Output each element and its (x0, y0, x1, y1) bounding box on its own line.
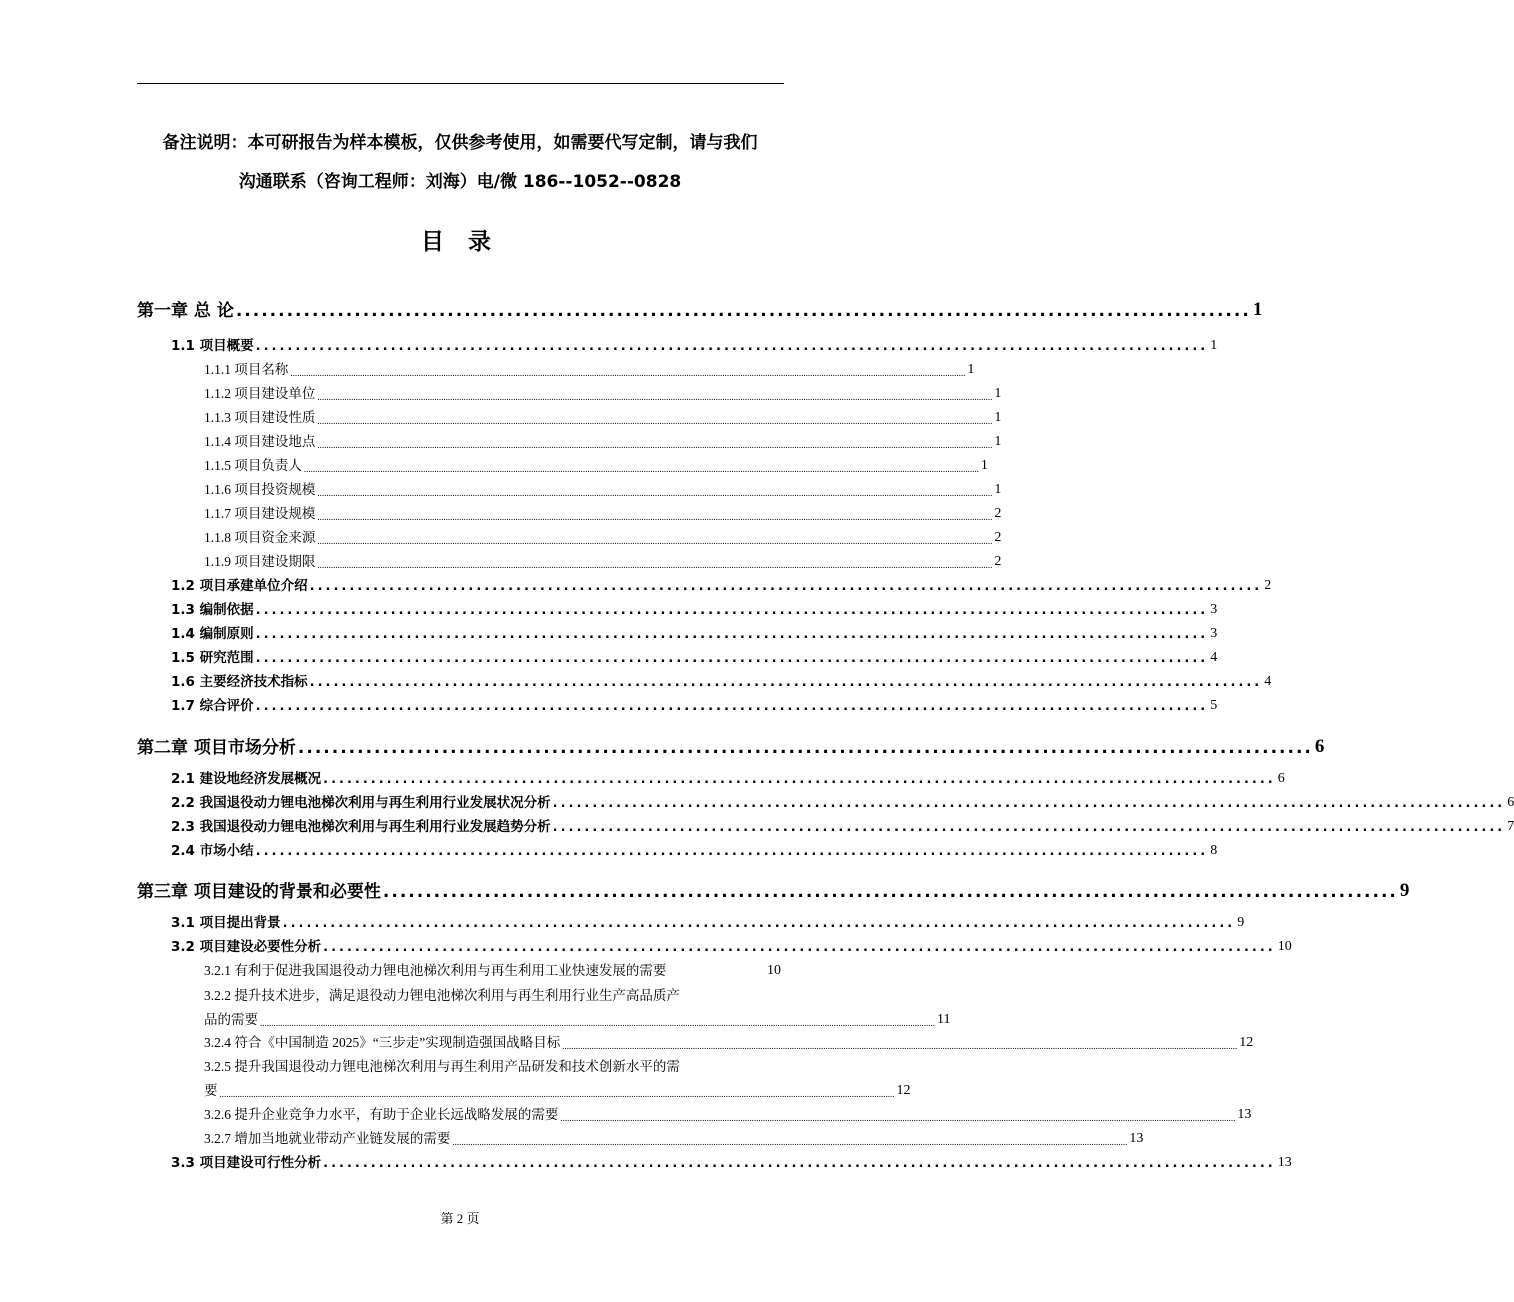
toc-entry-text: 1.1.1 项目名称 (204, 362, 289, 377)
toc-leader-dots: ............................................................................................................................................................................................................................................................................................................ (562, 1041, 1238, 1051)
toc-leader-dots: ............................................................................................................................................................................................................................................................................................................ (219, 1089, 895, 1099)
toc-entry-text: 1.1.6 项目投资规模 (204, 482, 316, 497)
toc-section-entry[interactable] (171, 839, 1218, 859)
toc-subsection-entry[interactable] (204, 406, 1002, 426)
toc-page-number: 1 (994, 482, 1002, 497)
toc-leader-dots: ........................................................................................................................ (282, 916, 1236, 931)
toc-entry-text: 第二章 项目市场分析 (137, 738, 296, 758)
toc-page-number: 12 (896, 1083, 911, 1098)
toc-page-number: 3 (1210, 602, 1218, 617)
toc-leader-dots: ........................................................................................................................ (255, 844, 1209, 859)
toc-leader-dots: ........................................................................................................................ (255, 603, 1209, 618)
toc-page-number: 1 (980, 458, 988, 473)
toc-entry-text: 2.1 建设地经济发展概况 (171, 771, 322, 787)
toc-entry-text: 第一章 总 论 (137, 301, 234, 321)
toc-leader-dots: ........................................................................................................................ (255, 651, 1209, 666)
toc-leader-dots: ............................................................................................................................................................................................................................................................................................................ (317, 392, 993, 402)
toc-leader-dots: ........................................................................................................................ (255, 627, 1209, 642)
toc-page-number: 1 (1210, 338, 1218, 353)
toc-chapter-entry[interactable] (137, 296, 1263, 321)
toc-leader-dots: ........................................................................................................................ (382, 882, 1398, 902)
toc-entry[interactable] (204, 1008, 951, 1028)
toc-page-number: 6 (1314, 736, 1325, 757)
toc-page-number: 3 (1210, 626, 1218, 641)
toc-subsection-entry[interactable] (204, 1103, 1252, 1123)
toc-leader-dots: ............................................................................................................................................................................................................................................................................................................ (317, 416, 993, 426)
toc-subsection-entry[interactable] (204, 430, 1002, 450)
toc-leader-dots: ........................................................................................................................ (323, 1156, 1276, 1171)
toc-page-number: 13 (1277, 1155, 1292, 1170)
toc-chapter-entry[interactable] (137, 877, 1410, 902)
toc-entry-text: 1.1.5 项目负责人 (204, 458, 302, 473)
toc-leader-dots: ............................................................................................................................................................................................................................................................................................................ (317, 488, 993, 498)
toc-subsection-entry[interactable] (204, 550, 1002, 570)
toc-page-number: 1 (1252, 299, 1263, 320)
toc-section-entry[interactable] (171, 334, 1218, 354)
toc-page-number: 1 (994, 410, 1002, 425)
toc-page-number: 8 (1210, 843, 1218, 858)
toc-title: 目 录 (420, 229, 499, 255)
toc-entry-text: 3.2.4 符合《中国制造 2025》“三步走”实现制造强国战略目标 (204, 1035, 561, 1050)
toc-page-number: 6 (1507, 795, 1514, 810)
toc-entry-text: 1.1.8 项目资金来源 (204, 530, 316, 545)
toc-section-entry[interactable] (171, 622, 1218, 642)
toc-subsection-entry[interactable] (204, 502, 1002, 522)
toc-leader-dots: ........................................................................................................................ (235, 301, 1251, 321)
toc-page-number: 2 (994, 530, 1002, 545)
toc-page-number: 2 (1264, 578, 1272, 593)
toc-section-entry[interactable] (171, 791, 1514, 811)
toc-entry-text: 品的需要 (204, 1012, 258, 1027)
toc-entry-text: 3.2.7 增加当地就业带动产业链发展的需要 (204, 1131, 451, 1146)
toc-page-number: 13 (1237, 1107, 1252, 1122)
toc-entry-text: 2.3 我国退役动力锂电池梯次利用与再生利用行业发展趋势分析 (171, 819, 551, 835)
toc-section-entry[interactable] (171, 646, 1218, 666)
toc-section-entry[interactable] (171, 815, 1514, 835)
toc-page-number: 10 (767, 963, 781, 978)
toc-section-entry[interactable] (171, 935, 1292, 955)
toc-page-number: 1 (994, 434, 1002, 449)
toc-subsection-entry[interactable] (204, 454, 988, 474)
toc-entry-text: 3.1 项目提出背景 (171, 915, 281, 931)
toc-subsection-entry[interactable] (204, 526, 1002, 546)
toc-leader-dots: ............................................................................................................................................................................................................................................................................................................ (317, 440, 993, 450)
toc-leader-dots: ........................................................................................................................ (323, 772, 1276, 787)
toc-page-number: 1 (967, 362, 975, 377)
toc-entry-text: 1.1.3 项目建设性质 (204, 410, 316, 425)
toc-leader-dots: ........................................................................................................................ (309, 579, 1263, 594)
toc-page-number: 10 (1277, 939, 1292, 954)
toc-section-entry[interactable] (171, 670, 1272, 690)
toc-entry-text: 第三章 项目建设的背景和必要性 (137, 882, 381, 902)
toc-leader-dots: ........................................................................................................................ (255, 339, 1209, 354)
toc-entry-text[interactable]: 3.2.2 提升技术进步，满足退役动力锂电池梯次利用与再生利用行业生产高品质产 (204, 988, 680, 1003)
page-footer: 第 2 页 (440, 1211, 480, 1226)
toc-leader-dots: ........................................................................................................................ (255, 699, 1209, 714)
toc-leader-dots: ............................................................................................................................................................................................................................................................................................................ (560, 1113, 1236, 1123)
toc-page-number: 9 (1399, 880, 1410, 901)
toc-page-number: 4 (1264, 674, 1272, 689)
toc-entry-text: 1.1.9 项目建设期限 (204, 554, 316, 569)
header-rule (137, 83, 784, 84)
toc-entry-text: 要 (204, 1083, 218, 1098)
toc-subsection-entry[interactable] (204, 959, 781, 979)
toc-section-entry[interactable] (171, 1151, 1292, 1171)
toc-section-entry[interactable] (171, 694, 1218, 714)
toc-page-number: 12 (1239, 1035, 1254, 1050)
toc-entry-text: 1.1 项目概要 (171, 338, 254, 354)
disclaimer-line-2: 沟通联系（咨询工程师：刘海）电/微 186--1052--0828 (238, 172, 682, 192)
toc-leader-dots: ............................................................................................................................................................................................................................................................................................................ (317, 536, 993, 546)
toc-chapter-entry[interactable] (137, 733, 1325, 758)
toc-section-entry[interactable] (171, 767, 1285, 787)
toc-entry-text: 3.2.6 提升企业竞争力水平，有助于企业长远战略发展的需要 (204, 1107, 559, 1122)
toc-page-number: 2 (994, 506, 1002, 521)
toc-entry-text: 1.1.4 项目建设地点 (204, 434, 316, 449)
toc-page-number: 4 (1210, 650, 1218, 665)
disclaimer-line-1: 备注说明：本可研报告为样本模板，仅供参考使用，如需要代写定制，请与我们 (162, 133, 758, 153)
toc-page-number: 11 (937, 1012, 951, 1027)
toc-section-entry[interactable] (171, 598, 1218, 618)
toc-leader-dots: ............................................................................................................................................................................................................................................................................................................ (317, 560, 993, 570)
toc-leader-dots: ............................................................................................................................................................................................................................................................................................................ (260, 1018, 935, 1028)
toc-leader-dots: ........................................................................................................................ (552, 796, 1506, 811)
toc-leader-dots: ........................................................................................................................ (552, 820, 1506, 835)
toc-entry-text: 3.2.1 有利于促进我国退役动力锂电池梯次利用与再生利用工业快速发展的需要 (204, 963, 667, 978)
toc-subsection-entry[interactable] (204, 382, 1002, 402)
toc-entry-text: 3.2 项目建设必要性分析 (171, 939, 322, 955)
toc-section-entry[interactable] (171, 574, 1272, 594)
toc-entry-text: 1.3 编制依据 (171, 602, 254, 618)
toc-section-entry[interactable] (171, 911, 1245, 931)
toc-page-number: 13 (1129, 1131, 1144, 1146)
toc-page-number: 5 (1210, 698, 1218, 713)
toc-entry-text: 1.2 项目承建单位介绍 (171, 578, 308, 594)
toc-entry-text: 2.2 我国退役动力锂电池梯次利用与再生利用行业发展状况分析 (171, 795, 551, 811)
toc-entry-text[interactable]: 3.2.5 提升我国退役动力锂电池梯次利用与再生利用产品研发和技术创新水平的需 (204, 1059, 680, 1074)
toc-entry[interactable] (204, 1079, 911, 1099)
toc-subsection-entry[interactable] (204, 1031, 1254, 1051)
toc-leader-dots: ........................................................................................................................ (297, 738, 1313, 758)
toc-leader-dots: ............................................................................................................................................................................................................................................................................................................ (303, 464, 979, 474)
toc-subsection-entry[interactable] (204, 358, 975, 378)
toc-entry-text: 1.5 研究范围 (171, 650, 254, 666)
toc-leader-dots: ........................................................................................................................ (309, 675, 1263, 690)
toc-entry-text: 1.4 编制原则 (171, 626, 254, 642)
toc-page-number: 7 (1507, 819, 1514, 834)
toc-entry-text: 1.1.2 项目建设单位 (204, 386, 316, 401)
toc-subsection-entry[interactable] (204, 478, 1002, 498)
toc-page-number: 9 (1237, 915, 1245, 930)
toc-entry-text: 1.1.7 项目建设规模 (204, 506, 316, 521)
toc-leader-dots: ........................................................................................................................ (323, 940, 1276, 955)
toc-leader-dots: ............................................................................................................................................................................................................................................................................................................ (317, 512, 993, 522)
toc-entry-text: 1.7 综合评价 (171, 698, 254, 714)
toc-subsection-entry[interactable] (204, 1127, 1144, 1147)
toc-entry-text: 1.6 主要经济技术指标 (171, 674, 308, 690)
toc-page-number: 2 (994, 554, 1002, 569)
toc-page-number: 1 (994, 386, 1002, 401)
toc-entry-text: 2.4 市场小结 (171, 843, 254, 859)
toc-leader-dots: ............................................................................................................................................................................................................................................................................................................ (290, 368, 966, 378)
toc-page-number: 6 (1277, 771, 1285, 786)
toc-entry-text: 3.3 项目建设可行性分析 (171, 1155, 322, 1171)
toc-leader-dots: ............................................................................................................................................................................................................................................................................................................ (452, 1137, 1128, 1147)
